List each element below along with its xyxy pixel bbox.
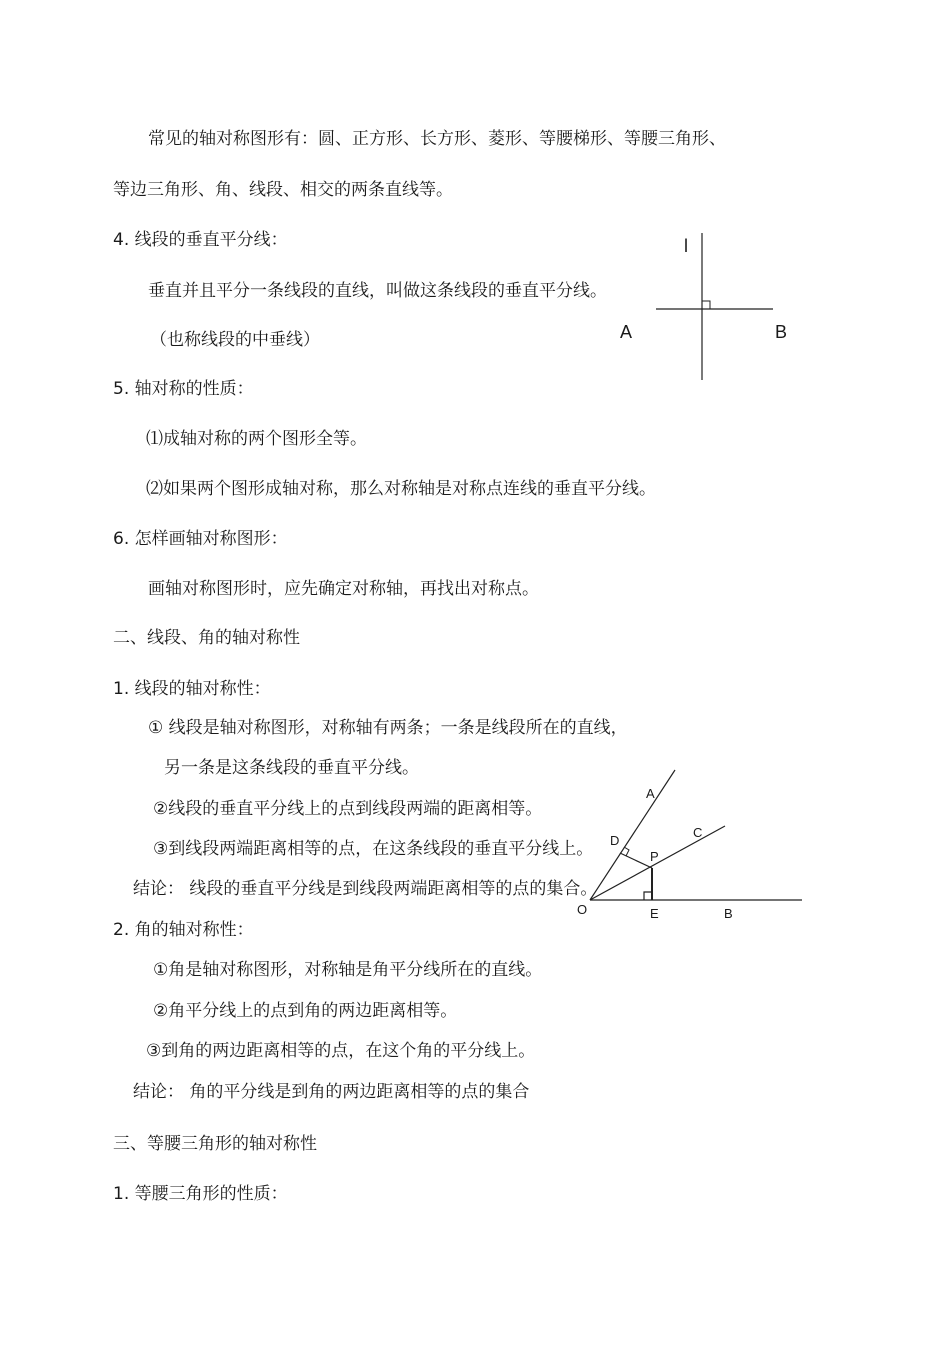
label-l: l [684, 236, 688, 256]
text-line-19: ①角是轴对称图形，对称轴是角平分线所在的直线。 [153, 960, 543, 980]
section-heading-4: 4. 线段的垂直平分线： [113, 230, 288, 250]
text-line-8: ⑵如果两个图形成轴对称，那么对称轴是对称点连线的垂直平分线。 [146, 479, 656, 499]
label-c: C [693, 825, 703, 840]
right-angle-mark [702, 301, 710, 309]
label-a: A [646, 786, 655, 801]
right-angle-mark-e [644, 892, 652, 900]
perpendicular-pd [620, 853, 652, 868]
label-d: D [610, 833, 620, 848]
text-line-10: 画轴对称图形时，应先确定对称轴，再找出对称点。 [148, 579, 539, 599]
angle-bisector-figure [570, 762, 810, 927]
label-o: O [577, 902, 588, 917]
text-line-20: ②角平分线上的点到角的两边距离相等。 [153, 1001, 458, 1021]
section-heading-1-segment: 1. 线段的轴对称性： [113, 679, 271, 699]
text-line-14: 另一条是这条线段的垂直平分线。 [164, 758, 419, 778]
label-p: P [650, 849, 659, 864]
perpendicular-bisector-figure [610, 225, 800, 385]
text-line-13: ① 线段是轴对称图形，对称轴有两条；一条是线段所在的直线， [148, 718, 628, 738]
label-b: B [775, 322, 788, 342]
ray-oa [590, 770, 675, 900]
text-line-4: 垂直并且平分一条线段的直线，叫做这条线段的垂直平分线。 [148, 281, 607, 301]
section-heading-6: 6. 怎样画轴对称图形： [113, 529, 288, 549]
label-a: A [620, 322, 633, 342]
text-line-2: 等边三角形、角、线段、相交的两条直线等。 [113, 180, 453, 200]
section-heading-1-isosceles: 1. 等腰三角形的性质： [113, 1184, 288, 1204]
text-line-7: ⑴成轴对称的两个图形全等。 [146, 429, 367, 449]
text-line-16: ③到线段两端距离相等的点，在这条线段的垂直平分线上。 [153, 839, 594, 859]
text-line-5: （也称线段的中垂线） [150, 330, 320, 350]
label-b: B [724, 906, 733, 921]
text-line-1: 常见的轴对称图形有：圆、正方形、长方形、菱形、等腰梯形、等腰三角形、 [148, 129, 726, 149]
text-line-15: ②线段的垂直平分线上的点到线段两端的距离相等。 [153, 799, 543, 819]
section-heading-2-angle: 2. 角的轴对称性： [113, 920, 254, 940]
text-line-21: ③到角的两边距离相等的点，在这个角的平分线上。 [146, 1041, 536, 1061]
conclusion-angle: 结论： 角的平分线是到角的两边距离相等的点的集合 [133, 1082, 530, 1102]
conclusion-segment: 结论： 线段的垂直平分线是到线段两端距离相等的点的集合。 [133, 879, 598, 899]
chapter-heading-3: 三、等腰三角形的轴对称性 [113, 1134, 317, 1154]
section-heading-5: 5. 轴对称的性质： [113, 379, 254, 399]
chapter-heading-2: 二、线段、角的轴对称性 [113, 628, 300, 648]
label-e: E [650, 906, 659, 921]
